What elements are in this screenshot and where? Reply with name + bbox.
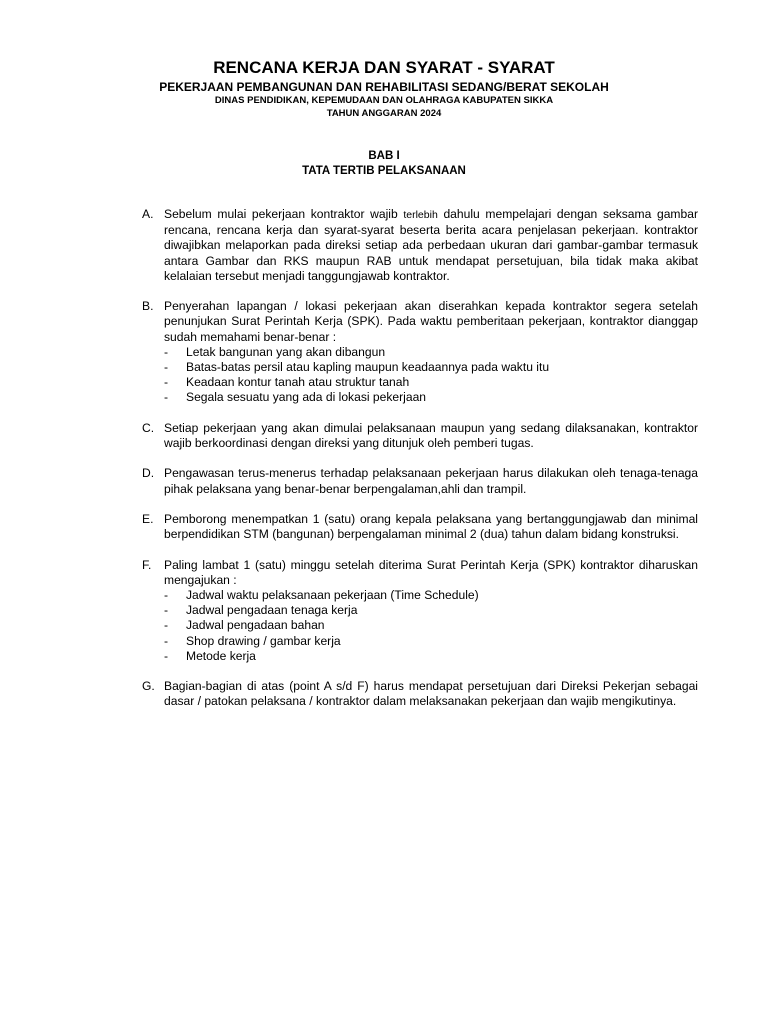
item-body	[164, 207, 698, 284]
bullet-text: Jadwal pengadaan tenaga kerja	[186, 603, 358, 618]
dash-bullet: -	[164, 648, 169, 663]
dash-bullet: -	[164, 375, 169, 390]
bullet-item	[164, 618, 698, 633]
dash-bullet: -	[164, 344, 169, 359]
item-text: Setiap pekerjaan yang akan dimulai pelaksanaan maupun yang sedang dilaksanakan, kontraktor wajib berkoordinasi dengan direksi yang ditunjuk oleh pemberi tugas.	[164, 420, 698, 451]
chapter-title: TATA TERTIB PELAKSANAAN	[302, 165, 466, 177]
bullet-text: Shop drawing / gambar kerja	[186, 633, 341, 648]
rules-list	[142, 207, 698, 725]
bullet-text: Letak bangunan yang akan dibangun	[186, 344, 386, 359]
bullet-item	[164, 375, 698, 390]
document-subtitle: PEKERJAAN PEMBANGUNAN DAN REHABILITASI SEDANG/BERAT SEKOLAH	[159, 80, 609, 94]
dash-bullet: -	[164, 633, 169, 648]
list-item	[142, 466, 698, 496]
bullet-item	[164, 588, 698, 603]
list-item	[142, 679, 698, 709]
bullet-item	[164, 603, 698, 618]
item-text-part: dahulu mempelajari dengan seksama gambar rencana, rencana kerja dan syarat-syarat beserta berita acara penjelasan pekerjaan. kontraktor diwajibkan melaporkan pada direksi setiap ada perbedaan ukuran dari gambar-gambar termasuk antara Gambar dan RKS maupun RAB untuk mendapat persetujuan, bila tidak maka akibat kelalaian tersebut menjadi tanggungjawab kontraktor.	[164, 207, 698, 283]
item-text-part: Sebelum mulai pekerjaan kontraktor wajib	[164, 207, 404, 221]
bullet-text: Metode kerja	[186, 648, 256, 663]
bullet-item	[164, 345, 698, 360]
item-text: Penyerahan lapangan / lokasi pekerjaan akan diserahkan kepada kontraktor segera setelah penunjukan Surat Perintah Kerja (SPK). Pada waktu pemberitaan pekerjaan, kontraktor dianggap sudah memahami benar-benar :	[164, 299, 698, 344]
bullet-item	[164, 634, 698, 649]
dash-bullet: -	[164, 360, 169, 375]
agency-name: DINAS PENDIDIKAN, KEPEMUDAAN DAN OLAHRAGA KABUPATEN SIKKA	[214, 95, 554, 106]
item-marker: G.	[142, 679, 155, 694]
bullet-item	[164, 649, 698, 664]
list-item	[142, 207, 698, 284]
bullet-text: Jadwal pengadaan bahan	[186, 618, 325, 633]
item-marker: E.	[142, 512, 154, 526]
chapter-number: BAB I	[368, 150, 400, 162]
list-item	[142, 299, 698, 405]
list-item	[142, 512, 698, 542]
bullet-text: Keadaan kontur tanah atau struktur tanah	[186, 375, 410, 390]
item-marker: F.	[142, 557, 152, 572]
list-item	[142, 558, 698, 664]
item-body	[164, 299, 698, 405]
item-text: Bagian-bagian di atas (point A s/d F) harus mendapat persetujuan dari Direksi Pekerjan sebagai dasar / patokan pelaksana / kontraktor dalam melaksanakan pekerjaan dan wajib mengikutinya.	[164, 679, 698, 709]
bullet-item	[164, 390, 698, 405]
item-marker: D.	[142, 466, 155, 481]
item-text: Pengawasan terus-menerus terhadap pelaksanaan pekerjaan harus dilakukan oleh tenaga-tenaga pihak pelaksana yang benar-benar berpengalaman,ahli dan trampil.	[164, 466, 698, 496]
item-body	[164, 466, 698, 496]
bullet-text: Batas-batas persil atau kapling maupun keadaannya pada waktu itu	[186, 360, 550, 375]
item-marker: B.	[142, 299, 154, 314]
item-text-small: terlebih	[403, 209, 438, 221]
budget-year: TAHUN ANGGARAN 2024	[326, 108, 442, 119]
item-body	[164, 679, 698, 709]
item-body	[164, 421, 698, 451]
bullet-item	[164, 360, 698, 375]
item-marker: C.	[142, 420, 155, 435]
bullet-text: Segala sesuatu yang ada di lokasi pekerjaan	[186, 390, 427, 405]
dash-bullet: -	[164, 390, 169, 405]
item-body	[164, 512, 698, 542]
document-title: RENCANA KERJA DAN SYARAT - SYARAT	[213, 58, 555, 77]
item-marker: A.	[142, 207, 154, 221]
item-text: Pemborong menempatkan 1 (satu) orang kepala pelaksana yang bertanggungjawab dan minimal berpendidikan STM (bangunan) berpengalaman minimal 2 (dua) tahun dalam bidang konstruksi.	[164, 512, 698, 542]
item-text: Paling lambat 1 (satu) minggu setelah diterima Surat Perintah Kerja (SPK) kontraktor diharuskan mengajukan :	[164, 557, 698, 587]
item-body	[164, 558, 698, 664]
list-item	[142, 421, 698, 451]
item-text	[164, 207, 698, 284]
dash-bullet: -	[164, 588, 169, 602]
dash-bullet: -	[164, 603, 169, 618]
bullet-text: Jadwal waktu pelaksanaan pekerjaan (Time Schedule)	[186, 588, 479, 602]
dash-bullet: -	[164, 618, 169, 633]
